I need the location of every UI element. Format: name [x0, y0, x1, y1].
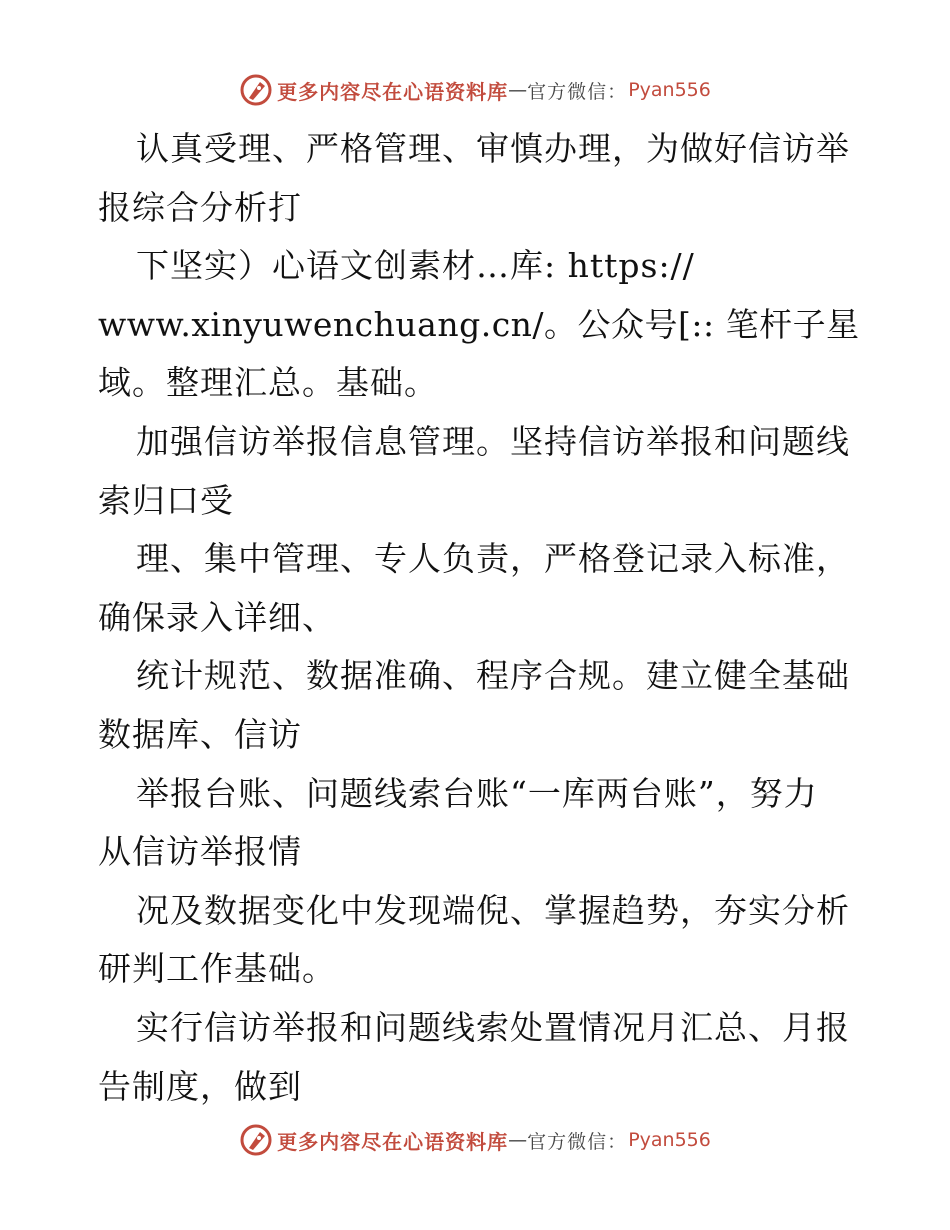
body-line: 实行信访举报和问题线索处置情况月汇总、月报 — [136, 1007, 850, 1047]
body-line: 从信访举报情 — [98, 832, 302, 872]
body-line: 加强信访举报信息管理。坚持信访举报和问题线 — [136, 421, 850, 461]
banner-wechat-id: Pyan556 — [628, 1129, 711, 1151]
pen-nib-logo-icon — [239, 1123, 273, 1157]
banner-official-label: 官方微信 — [527, 80, 608, 103]
body-line: 数据库、信访 — [98, 714, 302, 754]
body-line: 报综合分析打 — [98, 187, 302, 227]
body-line: 认真受理、严格管理、审慎办理，为做好信访举 — [136, 129, 850, 168]
body-line: 研判工作基础。 — [98, 949, 336, 989]
body-line: 统计规范、数据准确、程序合规。建立健全基础 — [136, 656, 850, 696]
header-watermark-banner — [0, 68, 950, 112]
banner-colon: ： — [607, 1130, 627, 1153]
footer-watermark-banner — [0, 1118, 950, 1162]
body-line: www.xinyuwenchuang.cn/。公众号[:: 笔杆子星 — [98, 304, 860, 344]
banner-official-label: 官方微信 — [527, 1130, 608, 1153]
banner-dash: — — [508, 79, 528, 101]
body-line: 况及数据变化中发现端倪、掌握趋势，夯实分析 — [136, 890, 850, 930]
pen-nib-logo-icon — [239, 73, 273, 107]
body-line: 索归口受 — [98, 480, 234, 520]
body-line: 告制度，做到 — [98, 1066, 302, 1106]
body-line: 域。整理汇总。基础。 — [98, 363, 438, 403]
document-body — [98, 120, 858, 1116]
banner-brand-text: 更多内容尽在心语资料库 — [277, 1129, 509, 1154]
body-line: 理、集中管理、专人负责，严格登记录入标准， — [136, 539, 850, 579]
body-line: 举报台账、问题线索台账“一库两台账”，努力 — [136, 773, 818, 813]
banner-brand-text: 更多内容尽在心语资料库 — [277, 79, 509, 104]
body-line: 下坚实）心语文创素材…库: https:// — [136, 246, 695, 286]
banner-dash: — — [508, 1129, 528, 1151]
body-line: 确保录入详细、 — [98, 597, 336, 637]
banner-wechat-id: Pyan556 — [628, 79, 711, 101]
banner-colon: ： — [607, 80, 627, 103]
